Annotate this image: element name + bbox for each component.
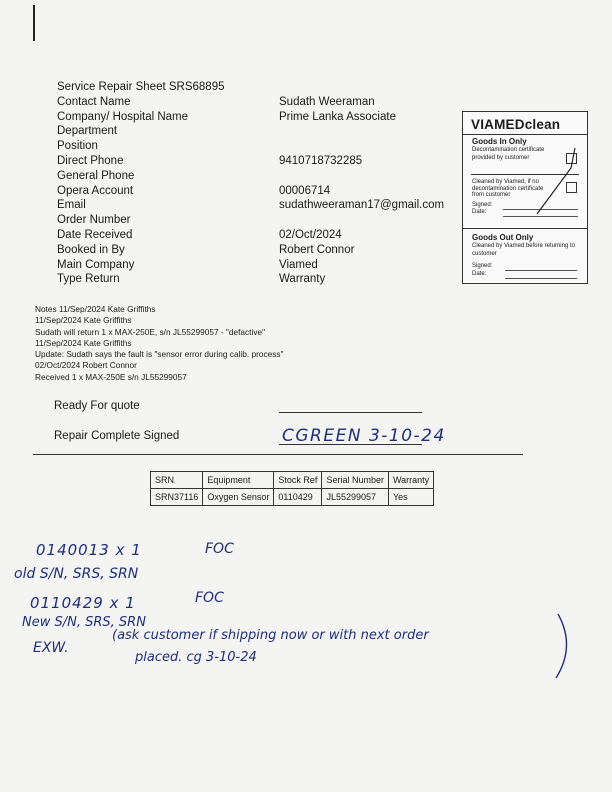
date-line	[503, 216, 578, 217]
field-label: Email	[57, 199, 86, 212]
column-header: Stock Ref	[274, 472, 322, 489]
closing-parenthesis-mark	[550, 612, 580, 680]
note-line: Received 1 x MAX-250E s/n JL55299057	[35, 371, 187, 382]
handwritten-line: 0110429 x 1	[30, 594, 136, 612]
column-header: Warranty	[388, 472, 433, 489]
table-cell: SRN37116	[151, 489, 203, 506]
column-header: Equipment	[203, 472, 274, 489]
field-value: Viamed	[279, 258, 318, 271]
date-label: Date:	[472, 271, 487, 277]
repair-signature	[280, 421, 450, 447]
field-value: 00006714	[279, 184, 331, 197]
column-header: Serial Number	[322, 472, 389, 489]
repair-complete-label: Repair Complete Signed	[54, 430, 180, 442]
repair-signature-text: CGREEN 3-10-24	[282, 426, 446, 446]
field-label: Opera Account	[57, 184, 134, 197]
notes-block	[35, 304, 283, 383]
table-cell: JL55299057	[322, 489, 389, 506]
date-line	[505, 278, 577, 279]
viamed-logo	[471, 117, 560, 132]
divider	[471, 174, 579, 175]
handwritten-line: 0140013 x 1	[36, 541, 142, 559]
brand-suffix: clean	[524, 117, 561, 132]
table-header-row	[151, 472, 434, 489]
field-label: Date Received	[57, 228, 133, 241]
column-header: SRN	[151, 472, 203, 489]
goods-out-text: Cleaned by Viamed before returning to customer	[472, 243, 575, 257]
note-line: 11/Sep/2024 Kate Griffiths	[35, 315, 132, 326]
parts-table	[150, 471, 434, 506]
brand-main: VIAMED	[471, 117, 525, 132]
field-value: 9410718732285	[279, 154, 363, 167]
handwritten-line: EXW.	[33, 640, 69, 656]
note-line: Update: Sudath says the fault is "sensor error during calib. process"	[35, 349, 284, 360]
table-cell: 0110429	[274, 489, 322, 506]
handwritten-line: placed. cg 3-10-24	[135, 650, 257, 665]
field-label: Position	[57, 140, 98, 153]
divider	[463, 134, 587, 135]
goods-in-title: Goods In Only	[472, 137, 527, 146]
field-label: General Phone	[57, 169, 135, 182]
field-label: Booked in By	[57, 243, 125, 256]
signed-label: Signed:	[472, 263, 493, 269]
table-cell: Oxygen Sensor	[203, 489, 274, 506]
table-cell: Yes	[388, 489, 433, 506]
field-label: Main Company	[57, 258, 135, 271]
field-label: Company/ Hospital Name	[57, 110, 189, 123]
goods-in-checkbox[interactable]	[566, 153, 577, 164]
cleaned-checkbox[interactable]	[566, 182, 577, 193]
field-value: Robert Connor	[279, 243, 355, 256]
field-value: Warranty	[279, 273, 326, 286]
section-rule	[33, 454, 523, 455]
signature-line	[505, 270, 577, 271]
field-label: Department	[57, 125, 118, 138]
field-label: Contact Name	[57, 95, 131, 108]
margin-pen-mark	[33, 5, 35, 41]
field-value: Sudath Weeraman	[279, 95, 375, 108]
divider	[463, 228, 587, 229]
handwritten-line: (ask customer if shipping now or with next order	[112, 628, 429, 643]
handwritten-foc: FOC	[205, 541, 234, 557]
ready-signature-line	[279, 412, 422, 413]
field-label: Direct Phone	[57, 154, 124, 167]
cleaned-text: Cleaned by Viamed, if no decontamination certificate from customer	[472, 179, 544, 199]
table-row	[151, 489, 434, 506]
signed-label: Signed:	[472, 202, 493, 208]
field-value: sudathweeraman17@gmail.com	[279, 199, 445, 212]
field-label: Order Number	[57, 214, 131, 227]
note-line: Sudath will return 1 x MAX-250E, s/n JL55299057 - "defactive"	[35, 326, 266, 337]
ready-for-quote-label: Ready For quote	[54, 400, 140, 412]
field-value: Prime Lanka Associate	[279, 110, 396, 123]
field-label: Type Return	[57, 273, 120, 286]
note-line: 02/Oct/2024 Robert Connor	[35, 360, 137, 371]
handwritten-foc: FOC	[195, 590, 224, 606]
note-line: Notes 11/Sep/2024 Kate Griffiths	[35, 304, 156, 314]
date-label: Date:	[472, 209, 487, 215]
goods-in-text: Decontamination certificate provided by customer	[472, 147, 545, 161]
sheet-title: Service Repair Sheet SRS68895	[57, 81, 225, 93]
handwritten-line: old S/N, SRS, SRN	[14, 566, 139, 582]
handwritten-line: New S/N, SRS, SRN	[22, 615, 146, 630]
note-line: 11/Sep/2024 Kate Griffiths	[35, 337, 132, 348]
signature-line	[503, 209, 578, 210]
goods-out-title: Goods Out Only	[472, 233, 534, 242]
viamed-clean-stamp	[462, 111, 588, 284]
field-value: 02/Oct/2024	[279, 228, 342, 241]
